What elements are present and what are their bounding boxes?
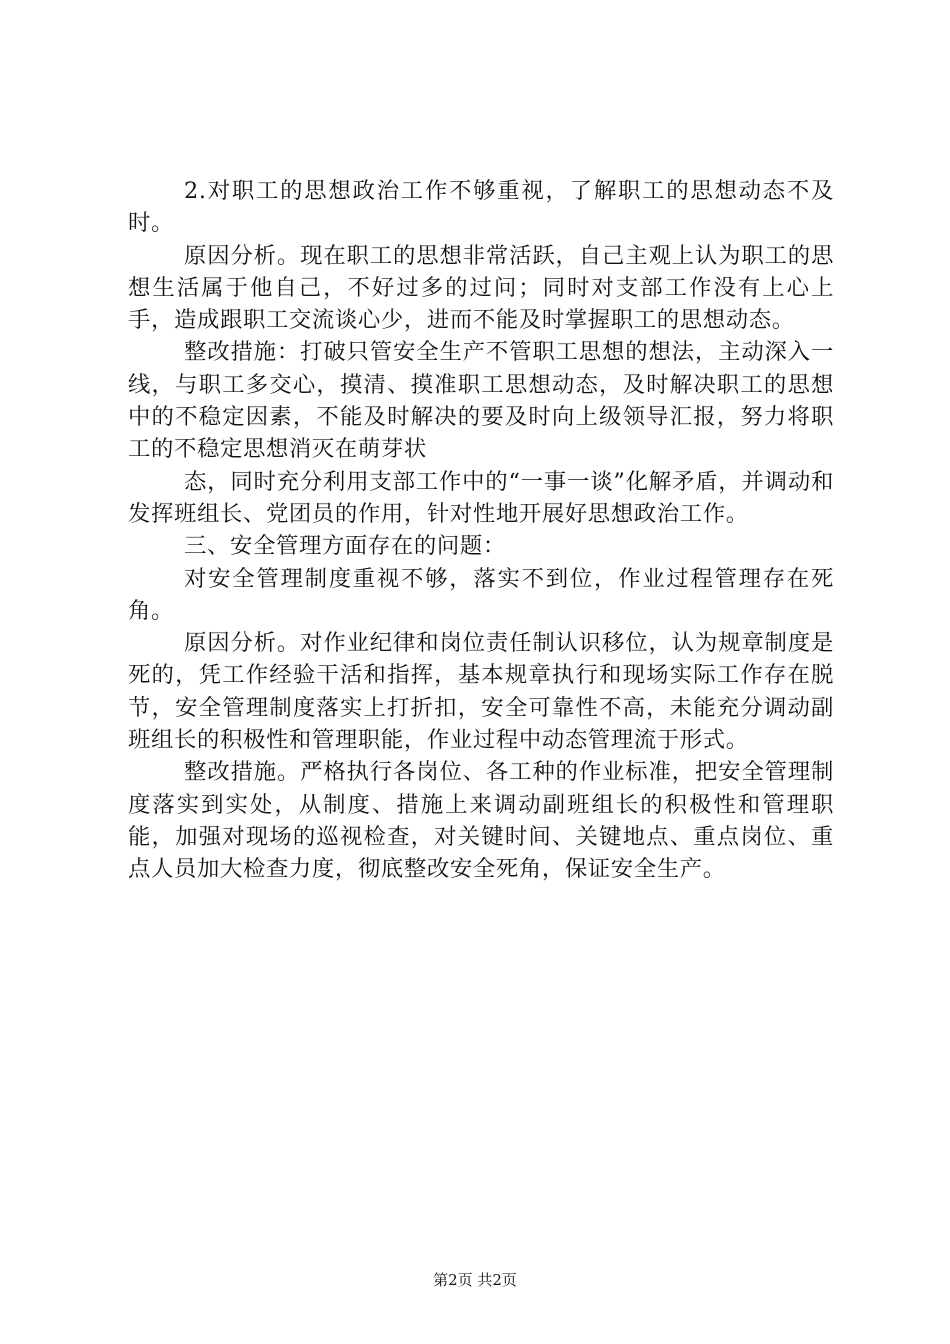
paragraph-safety-problem: 对安全管理制度重视不够，落实不到位，作业过程管理存在死角。 [128,565,834,624]
paragraph-cause-analysis-1: 原因分析。现在职工的思想非常活跃，自己主观上认为职工的思想生活属于他自己，不好过多的过问；同时对支部工作没有上心上手，造成跟职工交流谈心少，进而不能及时掌握职工的思想动态。 [128,242,834,334]
paragraph-rectification-1-continued: 态，同时充分利用支部工作中的“一事一谈”化解矛盾，并调动和发挥班组长、党团员的作用，针对性地开展好思想政治工作。 [128,468,834,527]
paragraph-cause-analysis-2: 原因分析。对作业纪律和岗位责任制认识移位，认为规章制度是死的，凭工作经验干活和指挥，基本规章执行和现场实际工作存在脱节，安全管理制度落实上打折扣，安全可靠性不高，未能充分调动副班组长的积极性和管理职能，作业过程中动态管理流于形式。 [128,630,834,754]
section-heading-safety: 三、安全管理方面存在的问题： [184,533,506,560]
document-body [128,175,834,886]
paragraph-rectification-1: 整改措施：打破只管安全生产不管职工思想的想法，主动深入一线，与职工多交心，摸清、摸准职工思想动态，及时解决职工的思想中的不稳定因素，不能及时解决的要及时向上级领导汇报，努力将职工的不稳定思想消灭在萌芽状 [128,339,834,463]
paragraph-item-1: 2.对职工的思想政治工作不够重视，了解职工的思想动态不及时。 [128,178,834,237]
paragraph-rectification-2: 整改措施。严格执行各岗位、各工种的作业标准，把安全管理制度落实到实处，从制度、措施上来调动副班组长的积极性和管理职能，加强对现场的巡视检查，对关键时间、关键地点、重点岗位、重点人员加大检查力度，彻底整改安全死角，保证安全生产。 [128,759,834,883]
page-footer: 第2页 共2页 [433,1271,517,1289]
